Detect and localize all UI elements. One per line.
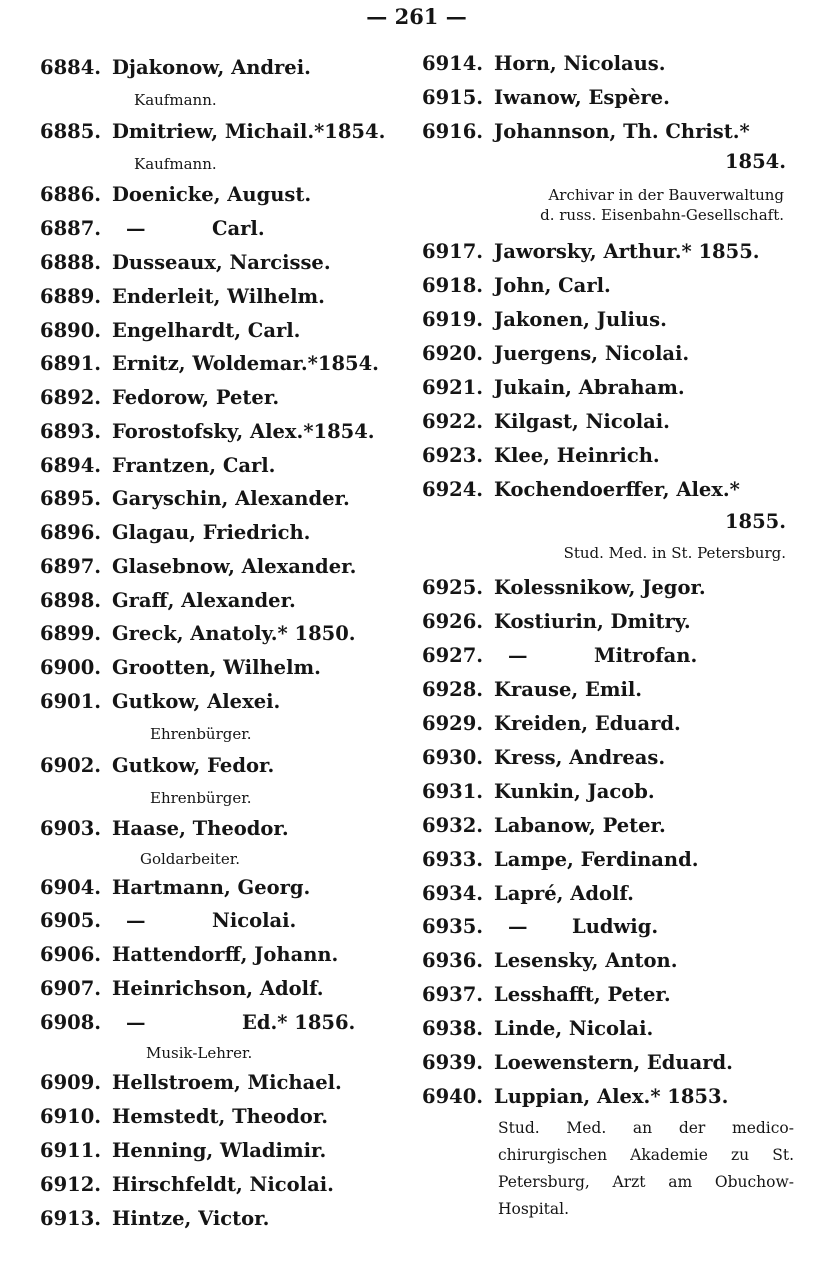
entry-6911: [40, 1139, 412, 1162]
entry-6927: [422, 644, 794, 667]
entry-6939: [422, 1051, 794, 1074]
entry-name: Loewenstern, Eduard.: [494, 1051, 733, 1074]
ditto-dash: —: [508, 915, 528, 938]
entry-number: 6916.: [422, 120, 484, 143]
entry-number: 6910.: [40, 1105, 102, 1128]
entry-occupation: Stud. Med. in St. Petersburg.: [563, 544, 786, 562]
entry-name: Lesensky, Anton.: [494, 949, 678, 972]
entry-6901: [40, 690, 412, 713]
entry-6914: [422, 52, 794, 75]
entry-6884: [40, 56, 412, 79]
entry-number: 6927.: [422, 644, 484, 667]
entry-number: 6908.: [40, 1011, 102, 1034]
entry-occupation: Goldarbeiter.: [140, 850, 240, 868]
entry-number: 6886.: [40, 183, 102, 206]
entry-name: Fedorow, Peter.: [112, 386, 280, 409]
entry-6919: [422, 308, 794, 331]
entry-name: Hattendorff, Johann.: [112, 943, 339, 966]
entry-number: 6887.: [40, 217, 102, 240]
entry-name: Hartmann, Georg.: [112, 876, 311, 899]
entry-number: 6917.: [422, 240, 484, 263]
entry-6890: [40, 319, 412, 342]
entry-given-name: Ludwig.: [572, 915, 659, 938]
entry-name: Lesshafft, Peter.: [494, 983, 671, 1006]
entry-number: 6885.: [40, 120, 102, 143]
entry-number: 6898.: [40, 589, 102, 612]
entry-occupation-line2: d. russ. Eisenbahn-Gesellschaft.: [540, 206, 784, 224]
entry-occupation: Musik-Lehrer.: [146, 1044, 253, 1062]
entry-6906: [40, 943, 412, 966]
entry-name: Luppian, Alex.* 1853.: [494, 1085, 729, 1108]
entry-name: Garyschin, Alexander.: [112, 487, 350, 510]
entry-number: 6902.: [40, 754, 102, 777]
entry-name: Lapré, Adolf.: [494, 882, 634, 905]
entry-name: Graff, Alexander.: [112, 589, 296, 612]
entry-occupation: Kaufmann.: [134, 91, 217, 109]
entry-number: 6884.: [40, 56, 102, 79]
entry-6895: [40, 487, 412, 510]
entry-given-name: Mitrofan.: [594, 644, 698, 667]
entry-6913: [40, 1207, 412, 1230]
entry-number: 6936.: [422, 949, 484, 972]
entry-number: 6915.: [422, 86, 484, 109]
entry-6910: [40, 1105, 412, 1128]
page-header: — 261 —: [366, 4, 467, 29]
entry-6887: [40, 217, 412, 240]
entry-6900: [40, 656, 412, 679]
entry-name: Jukain, Abraham.: [494, 376, 685, 399]
entry-name: Johannson, Th. Christ.*: [494, 120, 750, 143]
entry-name: Kreiden, Eduard.: [494, 712, 681, 735]
entry-number: 6913.: [40, 1207, 102, 1230]
entry-number: 6911.: [40, 1139, 102, 1162]
entry-name: Kress, Andreas.: [494, 746, 666, 769]
entry-6936: [422, 949, 794, 972]
ditto-dash: —: [126, 217, 146, 240]
entry-6915: [422, 86, 794, 109]
entry-name: Greck, Anatoly.* 1850.: [112, 622, 356, 645]
entry-number: 6900.: [40, 656, 102, 679]
entry-number: 6930.: [422, 746, 484, 769]
entry-number: 6905.: [40, 909, 102, 932]
entry-name: Doenicke, August.: [112, 183, 312, 206]
entry-occupation: Ehrenbürger.: [150, 789, 252, 807]
entry-name: Jakonen, Julius.: [494, 308, 667, 331]
entry-number: 6929.: [422, 712, 484, 735]
entry-name: Ernitz, Woldemar.*1854.: [112, 352, 379, 375]
entry-number: 6919.: [422, 308, 484, 331]
entry-6907: [40, 977, 412, 1000]
entry-number: 6891.: [40, 352, 102, 375]
entry-6905: [40, 909, 412, 932]
entry-number: 6924.: [422, 478, 484, 501]
entry-number: 6893.: [40, 420, 102, 443]
entry-number: 6909.: [40, 1071, 102, 1094]
entry-number: 6921.: [422, 376, 484, 399]
entry-number: 6937.: [422, 983, 484, 1006]
entry-number: 6903.: [40, 817, 102, 840]
entry-name: Hintze, Victor.: [112, 1207, 270, 1230]
entry-6903: [40, 817, 412, 840]
entry-occupation: Ehrenbürger.: [150, 725, 252, 743]
entry-6896: [40, 521, 412, 544]
entry-6886: [40, 183, 412, 206]
entry-number: 6934.: [422, 882, 484, 905]
entry-number: 6938.: [422, 1017, 484, 1040]
entry-name: Frantzen, Carl.: [112, 454, 276, 477]
entry-name: Hirschfeldt, Nicolai.: [112, 1173, 334, 1196]
entry-name: Haase, Theodor.: [112, 817, 289, 840]
entry-name: Linde, Nicolai.: [494, 1017, 654, 1040]
entry-name: Hemstedt, Theodor.: [112, 1105, 329, 1128]
entry-name: Kunkin, Jacob.: [494, 780, 655, 803]
entry-number: 6894.: [40, 454, 102, 477]
entry-number: 6922.: [422, 410, 484, 433]
entry-name: Hellstroem, Michael.: [112, 1071, 342, 1094]
entry-number: 6906.: [40, 943, 102, 966]
entry-number: 6933.: [422, 848, 484, 871]
entry-6888: [40, 251, 412, 274]
entry-6920: [422, 342, 794, 365]
entry-6918: [422, 274, 794, 297]
entry-number: 6928.: [422, 678, 484, 701]
entry-6923: [422, 444, 794, 467]
entry-6921: [422, 376, 794, 399]
entry-6933: [422, 848, 794, 871]
entry-number: 6940.: [422, 1085, 484, 1108]
entry-name: Enderleit, Wilhelm.: [112, 285, 325, 308]
entry-number: 6890.: [40, 319, 102, 342]
entry-6924: [422, 478, 794, 501]
entry-occupation: Archivar in der Bauverwaltung: [548, 186, 784, 204]
entry-6922: [422, 410, 794, 433]
entry-6898: [40, 589, 412, 612]
entry-number: 6923.: [422, 444, 484, 467]
entry-name: Dmitriew, Michail.*1854.: [112, 120, 386, 143]
entry-name: Iwanow, Espère.: [494, 86, 670, 109]
entry-number: 6888.: [40, 251, 102, 274]
entry-name: Jaworsky, Arthur.* 1855.: [494, 240, 760, 263]
ditto-dash: —: [508, 644, 528, 667]
entry-name: Labanow, Peter.: [494, 814, 666, 837]
entry-6912: [40, 1173, 412, 1196]
entry-number: 6935.: [422, 915, 484, 938]
entry-given-name: Ed.* 1856.: [242, 1011, 356, 1034]
entry-6926: [422, 610, 794, 633]
entry-6925: [422, 576, 794, 599]
entry-number: 6901.: [40, 690, 102, 713]
entry-name: Grootten, Wilhelm.: [112, 656, 321, 679]
entry-name: Glagau, Friedrich.: [112, 521, 311, 544]
entry-name: Gutkow, Alexei.: [112, 690, 281, 713]
entry-number: 6904.: [40, 876, 102, 899]
entry-6885: [40, 120, 412, 143]
entry-6917: [422, 240, 794, 263]
entry-6930: [422, 746, 794, 769]
entry-name: Forostofsky, Alex.*1854.: [112, 420, 375, 443]
entry-name: Horn, Nicolaus.: [494, 52, 666, 75]
ditto-dash: —: [126, 1011, 146, 1034]
ditto-dash: —: [126, 909, 146, 932]
entry-6893: [40, 420, 412, 443]
entry-year: 1854.: [724, 150, 786, 173]
entry-6891: [40, 352, 412, 375]
entry-6940: [422, 1085, 794, 1108]
entry-name: Kilgast, Nicolai.: [494, 410, 670, 433]
entry-number: 6899.: [40, 622, 102, 645]
entry-6897: [40, 555, 412, 578]
entry-6928: [422, 678, 794, 701]
entry-6894: [40, 454, 412, 477]
entry-6892: [40, 386, 412, 409]
entry-name: Glasebnow, Alexander.: [112, 555, 357, 578]
entry-6937: [422, 983, 794, 1006]
entry-number: 6926.: [422, 610, 484, 633]
entry-number: 6920.: [422, 342, 484, 365]
entry-number: 6897.: [40, 555, 102, 578]
entry-name: Henning, Wladimir.: [112, 1139, 327, 1162]
entry-number: 6931.: [422, 780, 484, 803]
entry-name: Gutkow, Fedor.: [112, 754, 275, 777]
entry-given-name: Nicolai.: [212, 909, 297, 932]
entry-name: Heinrichson, Adolf.: [112, 977, 324, 1000]
entry-name: Lampe, Ferdinand.: [494, 848, 699, 871]
entry-name: Djakonow, Andrei.: [112, 56, 311, 79]
entry-number: 6939.: [422, 1051, 484, 1074]
entry-name: Dusseaux, Narcisse.: [112, 251, 331, 274]
entry-number: 6896.: [40, 521, 102, 544]
entry-number: 6889.: [40, 285, 102, 308]
entry-6932: [422, 814, 794, 837]
entry-6908: [40, 1011, 412, 1034]
entry-6889: [40, 285, 412, 308]
entry-given-name: Carl.: [212, 217, 265, 240]
entry-name: Juergens, Nicolai.: [494, 342, 690, 365]
entry-6916: [422, 120, 794, 143]
entry-name: Engelhardt, Carl.: [112, 319, 301, 342]
entry-6909: [40, 1071, 412, 1094]
entry-6938: [422, 1017, 794, 1040]
entry-number: 6918.: [422, 274, 484, 297]
entry-name: Kochendoerffer, Alex.*: [494, 478, 740, 501]
entry-number: 6925.: [422, 576, 484, 599]
entry-number: 6932.: [422, 814, 484, 837]
entry-name: John, Carl.: [494, 274, 611, 297]
entry-name: Kostiurin, Dmitry.: [494, 610, 691, 633]
entry-6904: [40, 876, 412, 899]
entry-occupation: Kaufmann.: [134, 155, 217, 173]
entry-6902: [40, 754, 412, 777]
entry-6931: [422, 780, 794, 803]
entry-number: 6912.: [40, 1173, 102, 1196]
entry-6935: [422, 915, 794, 938]
entry-number: 6907.: [40, 977, 102, 1000]
entry-name: Krause, Emil.: [494, 678, 643, 701]
entry-6899: [40, 622, 412, 645]
entry-number: 6895.: [40, 487, 102, 510]
entry-number: 6914.: [422, 52, 484, 75]
entry-number: 6892.: [40, 386, 102, 409]
entry-name: Klee, Heinrich.: [494, 444, 660, 467]
entry-year: 1855.: [724, 510, 786, 533]
entry-note: Stud. Med. an der medico-chirurgischen Akademie zu St. Petersburg, Arzt am Obuchow-Hospital.: [498, 1119, 794, 1218]
entry-name: Kolessnikow, Jegor.: [494, 576, 706, 599]
entry-6929: [422, 712, 794, 735]
entry-6934: [422, 882, 794, 905]
